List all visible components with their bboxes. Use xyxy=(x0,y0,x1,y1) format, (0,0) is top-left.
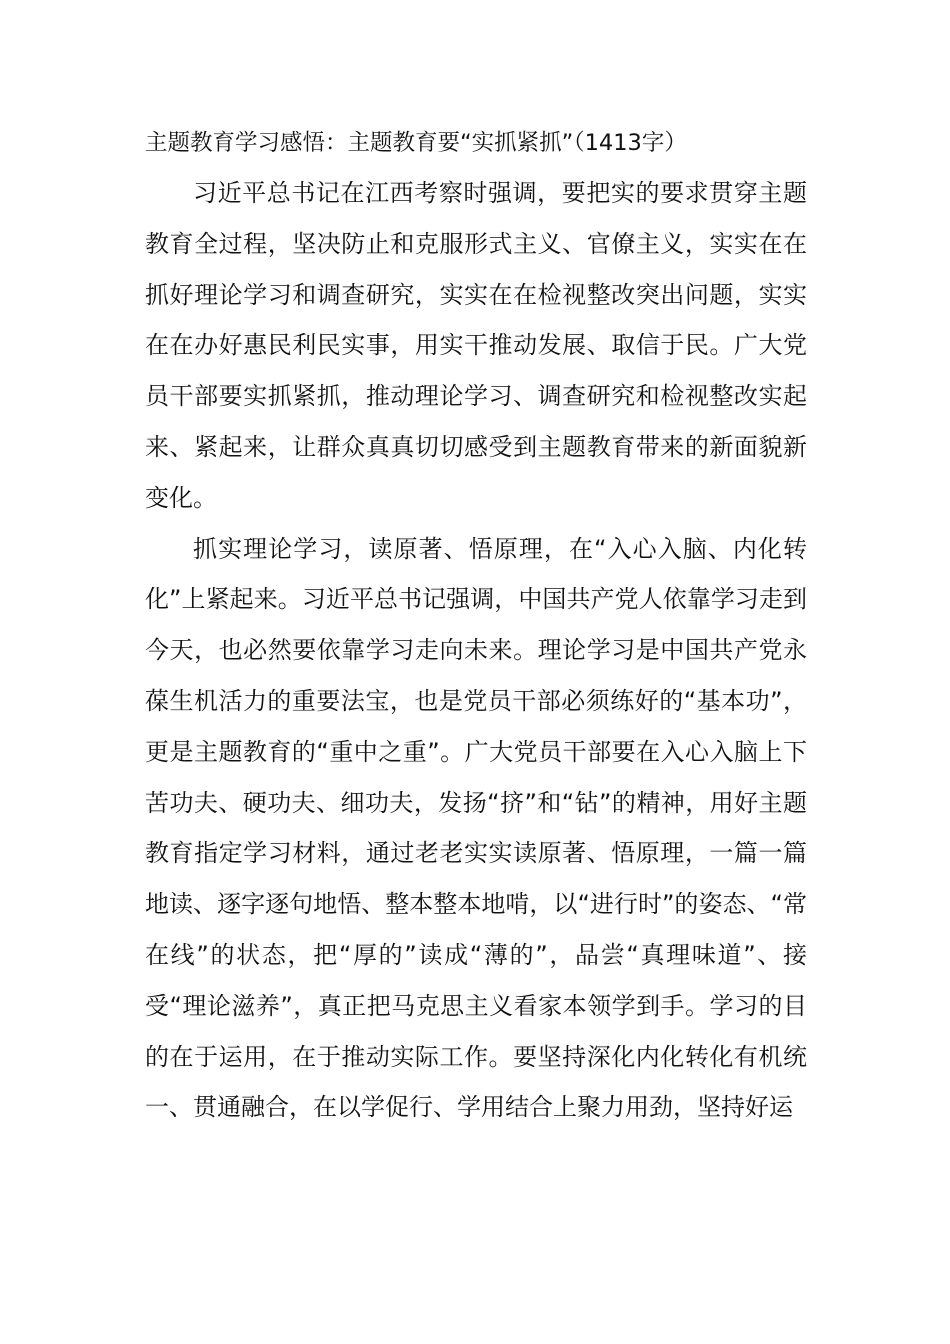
paragraph-2: 抓实理论学习，读原著、悟原理，在“入心入脑、内化转化”上紧起来。习近平总书记强调，中国共产党人依靠学习走到今天，也必然要依靠学习走向未来。理论学习是中国共产党永葆生机活力的重要法宝，也是党员干部必须练好的“基本功”，更是主题教育的“重中之重”。广大党员干部要在入心入脑上下苦功夫、硬功夫、细功夫，发扬“挤”和“钻”的精神，用好主题教育指定学习材料，通过老老实实读原著、悟原理，一篇一篇地读、逐字逐句地悟、整本整本地啃，以“进行时”的姿态、“常在线”的状态，把“厚的”读成“薄的”，品尝“真理味道”、接受“理论滋养”，真正把马克思主义看家本领学到手。学习的目的在于运用，在于推动实际工作。要坚持深化内化转化有机统一、贯通融合，在以学促行、学用结合上聚力用劲，坚持好运 xyxy=(145,534,807,1122)
paragraph-1: 习近平总书记在江西考察时强调，要把实的要求贯穿主题教育全过程，坚决防止和克服形式主义、官僚主义，实实在在抓好理论学习和调查研究，实实在在检视整改突出问题，实实在在办好惠民利民实事，用实干推动发展、取信于民。广大党员干部要实抓紧抓，推动理论学习、调查研究和检视整改实起来、紧起来，让群众真真切切感受到主题教育带来的新面貌新变化。 xyxy=(145,179,807,512)
document-title: 主题教育学习感悟：主题教育要“实抓紧抓”（1413字） xyxy=(145,130,687,156)
document-body xyxy=(145,118,807,1133)
